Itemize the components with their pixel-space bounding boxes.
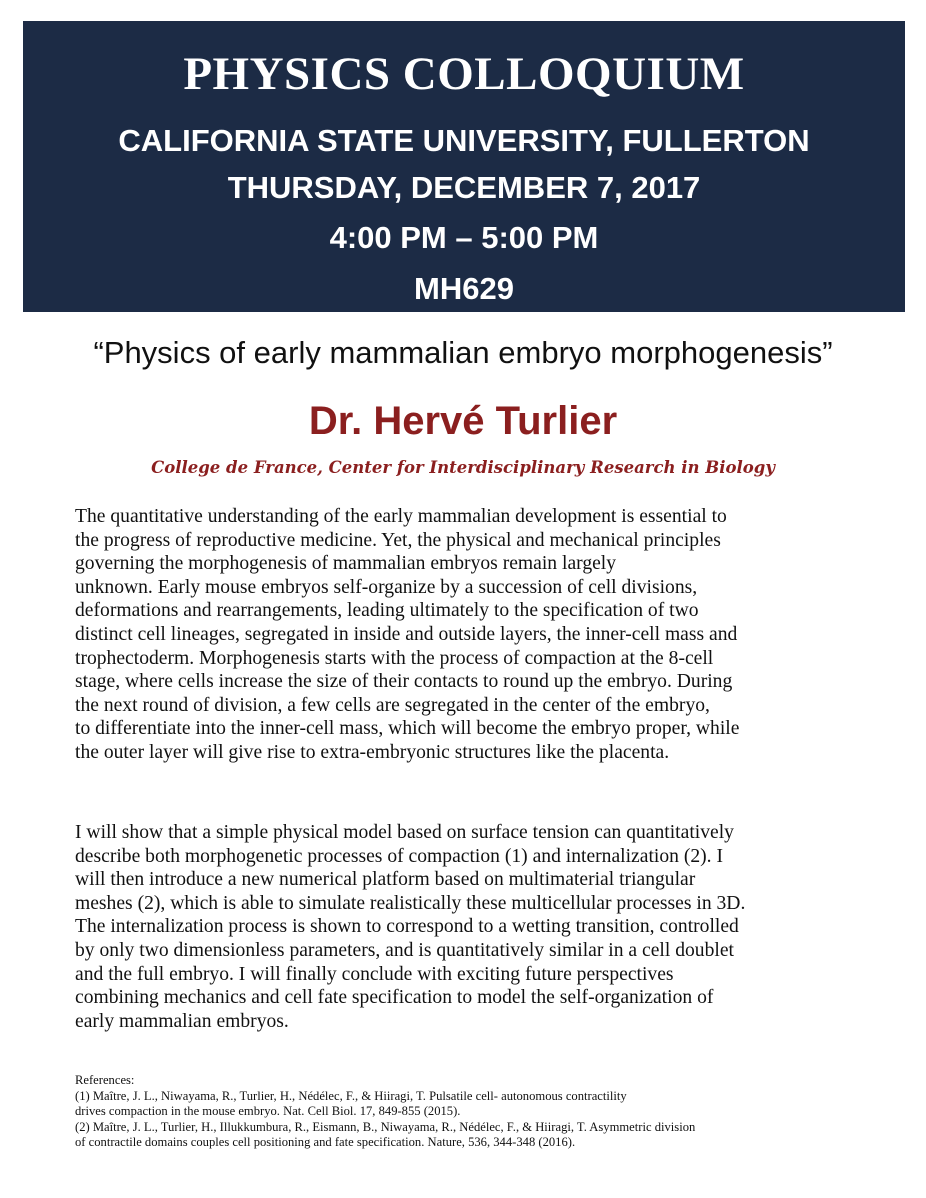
header-banner <box>23 21 905 312</box>
abstract-line: early mammalian embryos. <box>75 1010 289 1032</box>
abstract-line: and the full embryo. I will finally conclude with exciting future perspectives <box>75 963 674 985</box>
abstract-line: combining mechanics and cell fate specification to model the self-organization of <box>75 987 714 1009</box>
abstract-line: trophectoderm. Morphogenesis starts with the process of compaction at the 8-cell <box>75 647 714 669</box>
references-heading: References: <box>75 1073 135 1087</box>
event-room: MH629 <box>414 271 514 306</box>
abstract-line: will then introduce a new numerical platform based on multimaterial triangular <box>75 869 696 891</box>
abstract-line: meshes (2), which is able to simulate realistically these multicellular processes in 3D. <box>75 892 746 914</box>
abstract-paragraph-2 <box>75 821 875 1033</box>
reference-line: (1) Maître, J. L., Niwayama, R., Turlier, H., Nédélec, F., & Hiiragi, T. Pulsatile cell- autonomous contractility <box>75 1088 627 1103</box>
abstract-line: the progress of reproductive medicine. Yet, the physical and mechanical principles <box>75 529 721 551</box>
reference-line: drives compaction in the mouse embryo. Nat. Cell Biol. 17, 849-855 (2015). <box>75 1104 461 1119</box>
colloquium-title: PHYSICS COLLOQUIUM <box>183 48 745 100</box>
abstract-line: to differentiate into the inner-cell mass, which will become the embryo proper, while <box>75 718 740 740</box>
abstract-line: distinct cell lineages, segregated in inside and outside layers, the inner-cell mass and <box>75 623 738 645</box>
abstract-line: stage, where cells increase the size of their contacts to round up the embryo. During <box>75 671 733 693</box>
event-time: 4:00 PM – 5:00 PM <box>329 220 599 255</box>
abstract-line: deformations and rearrangements, leading ultimately to the specification of two <box>75 600 699 622</box>
university-name: CALIFORNIA STATE UNIVERSITY, FULLERTON <box>118 123 810 158</box>
abstract-line: I will show that a simple physical model based on surface tension can quantitatively <box>75 822 734 843</box>
abstract-line: The internalization process is shown to correspond to a wetting transition, controlled <box>75 916 739 938</box>
talk-title: “Physics of early mammalian embryo morphogenesis” <box>93 335 833 370</box>
event-date: THURSDAY, DECEMBER 7, 2017 <box>227 170 701 205</box>
reference-line: (2) Maître, J. L., Turlier, H., Illukkumbura, R., Eismann, B., Niwayama, R., Nédélec, F., & Hiiragi, T. Asymmetric division <box>75 1119 696 1134</box>
abstract-line: describe both morphogenetic processes of compaction (1) and internalization (2). I <box>75 845 724 867</box>
speaker-affiliation: College de France, Center for Interdisciplinary Research in Biology <box>151 458 775 477</box>
abstract-line: governing the morphogenesis of mammalian embryos remain largely <box>75 553 617 575</box>
abstract-line: the outer layer will give rise to extra-embryonic structures like the placenta. <box>75 741 670 763</box>
abstract-line: by only two dimensionless parameters, and is quantitatively similar in a cell doublet <box>75 939 734 961</box>
reference-line: of contractile domains couples cell positioning and fate specification. Nature, 536, 344-348 (2016). <box>75 1135 576 1150</box>
abstract-paragraph-1 <box>75 505 875 765</box>
abstract-line: the next round of division, a few cells are segregated in the center of the embryo, <box>75 694 710 716</box>
speaker-name: Dr. Hervé Turlier <box>308 399 618 443</box>
abstract-line: unknown. Early mouse embryos self-organize by a succession of cell divisions, <box>75 576 698 598</box>
references <box>75 1073 875 1151</box>
abstract-line: The quantitative understanding of the early mammalian development is essential to <box>75 506 727 527</box>
